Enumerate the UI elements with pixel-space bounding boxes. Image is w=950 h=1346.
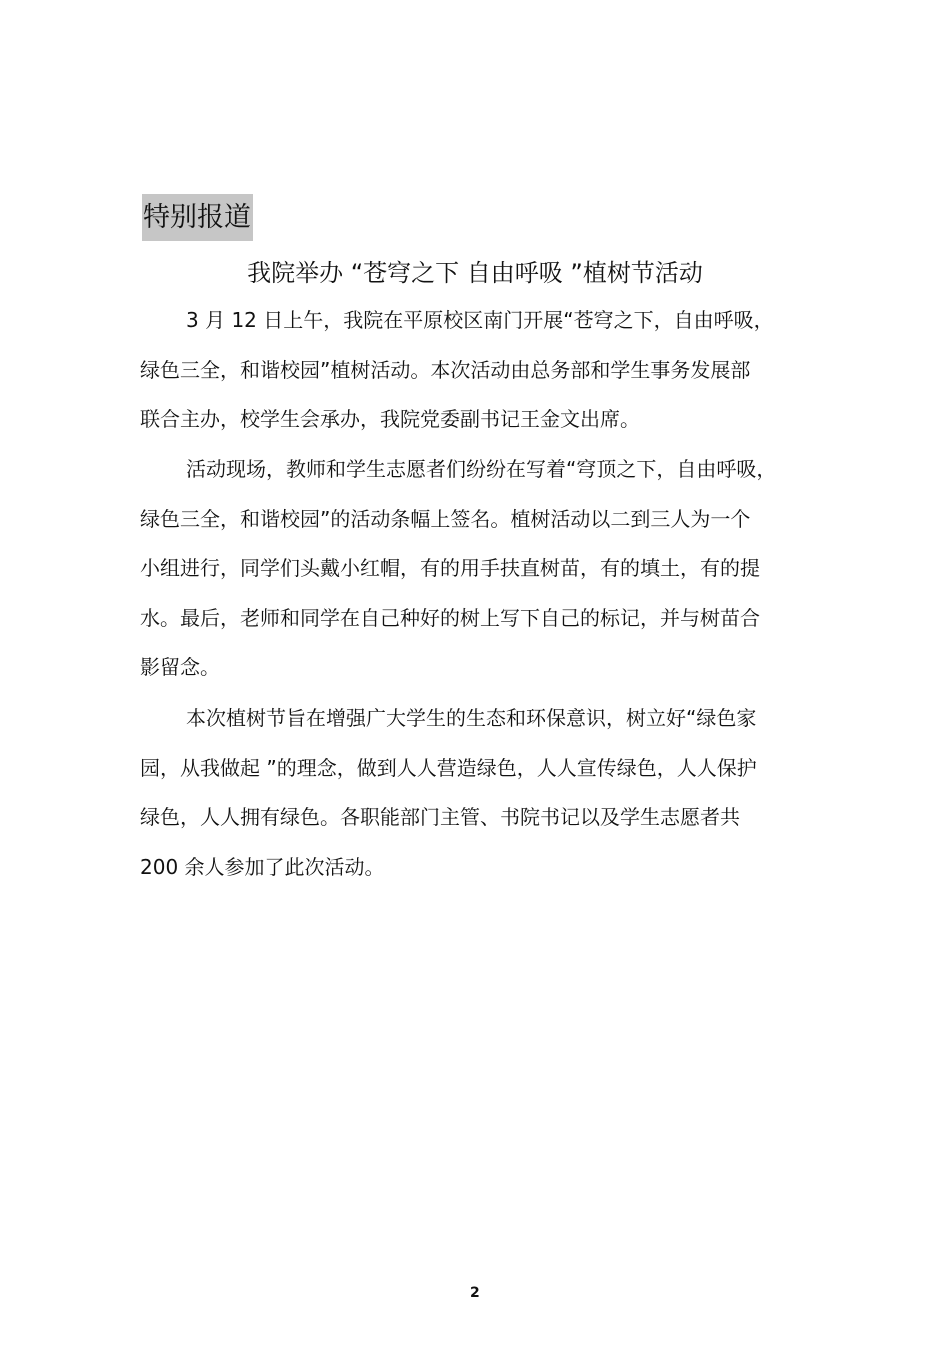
paragraph-line: 绿色三全，和谐校园”植树活动。本次活动由总务部和学生事务发展部 [140, 357, 751, 382]
page-number: 2 [470, 1285, 480, 1301]
paragraph-line: 小组进行，同学们头戴小红帽，有的用手扶直树苗，有的填土，有的提 [140, 556, 760, 580]
paragraph-line: 200 余人参加了此次活动。 [140, 854, 385, 879]
paragraph-line: 园，从我做起 ”的理念，做到人人营造绿色，人人宣传绿色，人人保护 [140, 755, 757, 780]
paragraph-line: 影留念。 [140, 655, 220, 679]
paragraph-line: 本次植树节旨在增强广大学生的生态和环保意识，树立好“绿色家 [186, 706, 757, 730]
article-paragraph-3 [140, 694, 810, 892]
article-paragraph-1 [140, 296, 810, 445]
section-label: 特别报道 [142, 194, 253, 241]
paragraph-line: 活动现场，教师和学生志愿者们纷纷在写着“穹顶之下，自由呼吸， [186, 457, 777, 481]
paragraph-line: 水。最后，老师和同学在自己种好的树上写下自己的标记，并与树苗合 [140, 605, 760, 630]
paragraph-line: 3 月 12 日上午，我院在平原校区南门开展“苍穹之下，自由呼吸， [186, 308, 774, 332]
paragraph-line: 绿色三全，和谐校园”的活动条幅上签名。植树活动以二到三人为一个 [140, 506, 751, 531]
paragraph-line: 联合主办，校学生会承办，我院党委副书记王金文出席。 [140, 407, 640, 431]
article-title: 我院举办 “苍穹之下 自由呼吸 ”植树节活动 [247, 259, 703, 287]
paragraph-line: 绿色，人人拥有绿色。各职能部门主管、书院书记以及学生志愿者共 [140, 805, 740, 829]
article-paragraph-2 [140, 445, 810, 693]
